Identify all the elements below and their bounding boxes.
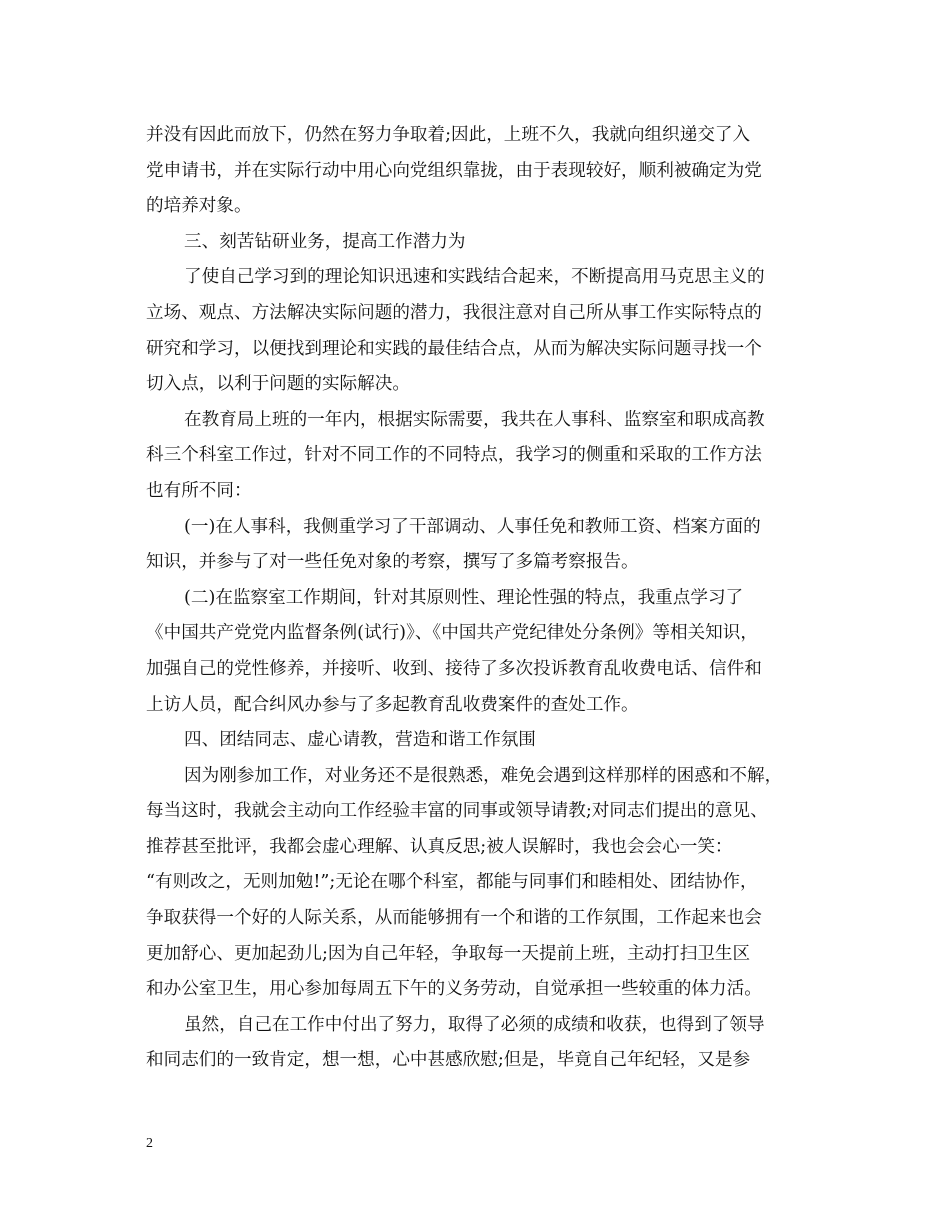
text-line: 推荐甚至批评，我都会虚心理解、认真反思;被人误解时，我也会会心一笑： <box>146 836 733 857</box>
text-line: 上访人员，配合纠风办参与了多起教育乱收费案件的查处工作。 <box>146 694 639 715</box>
text-line: 立场、观点、方法解决实际问题的潜力，我很注意对自己所从事工作实际特点的 <box>146 302 762 323</box>
document-body <box>146 118 808 1079</box>
text-line: 和同志们的一致肯定，想一想，心中甚感欣慰;但是，毕竟自己年纪轻，又是参 <box>146 1050 751 1071</box>
text-line: 研究和学习，以便找到理论和实践的最佳结合点，从而为解决实际问题寻找一个 <box>146 338 762 359</box>
text-line: 争取获得一个好的人际关系，从而能够拥有一个和谐的工作氛围，工作起来也会 <box>146 908 762 929</box>
text-line: (一)在人事科，我侧重学习了干部调动、人事任免和教师工资、档案方面的 <box>184 516 761 537</box>
text-line: 每当这时，我就会主动向工作经验丰富的同事或领导请教;对同志们提出的意见、 <box>146 801 768 822</box>
text-line: 四、团结同志、虚心请教，营造和谐工作氛围 <box>184 730 536 751</box>
text-line: “有则改之，无则加勉!”;无论在哪个科室，都能与同事们和睦相处、团结协作， <box>146 872 758 893</box>
text-line: 党申请书，并在实际行动中用心向党组织靠拢，由于表现较好，顺利被确定为党 <box>146 160 762 181</box>
text-line: 的培养对象。 <box>146 196 252 217</box>
text-line: 切入点，以利于问题的实际解决。 <box>146 374 410 395</box>
text-line: 并没有因此而放下，仍然在努力争取着;因此，上班不久，我就向组织递交了入 <box>146 125 751 145</box>
text-line: 也有所不同： <box>146 480 252 501</box>
text-line: 三、刻苦钻研业务，提高工作潜力为 <box>184 231 466 252</box>
text-line: 了使自己学习到的理论知识迅速和实践结合起来，不断提高用马克思主义的 <box>184 267 765 288</box>
text-line: 加强自己的党性修养，并接听、收到、接待了多次投诉教育乱收费电话、信件和 <box>146 658 762 679</box>
text-line: (二)在监察室工作期间，针对其原则性、理论性强的特点，我重点学习了 <box>184 587 744 608</box>
text-line: 更加舒心、更加起劲儿;因为自己年轻，争取每一天提前上班，主动打扫卫生区 <box>146 943 751 964</box>
text-line: 《中国共产党党内监督条例(试行)》、《中国共产党纪律处分条例》等相关知识， <box>146 623 758 644</box>
text-line: 和办公室卫生，用心参加每周五下午的义务劳动，自觉承担一些较重的体力活。 <box>146 979 762 1000</box>
text-line: 虽然，自己在工作中付出了努力，取得了必须的成绩和收获，也得到了领导 <box>184 1014 765 1035</box>
page-number: 2 <box>146 1136 153 1151</box>
text-line: 因为刚参加工作，对业务还不是很熟悉，难免会遇到这样那样的困惑和不解， <box>184 765 783 786</box>
text-line: 知识，并参与了对一些任免对象的考察，撰写了多篇考察报告。 <box>146 552 639 573</box>
text-line: 在教育局上班的一年内，根据实际需要，我共在人事科、监察室和职成高教 <box>184 409 765 430</box>
text-line: 科三个科室工作过，针对不同工作的不同特点，我学习的侧重和采取的工作方法 <box>146 445 762 466</box>
